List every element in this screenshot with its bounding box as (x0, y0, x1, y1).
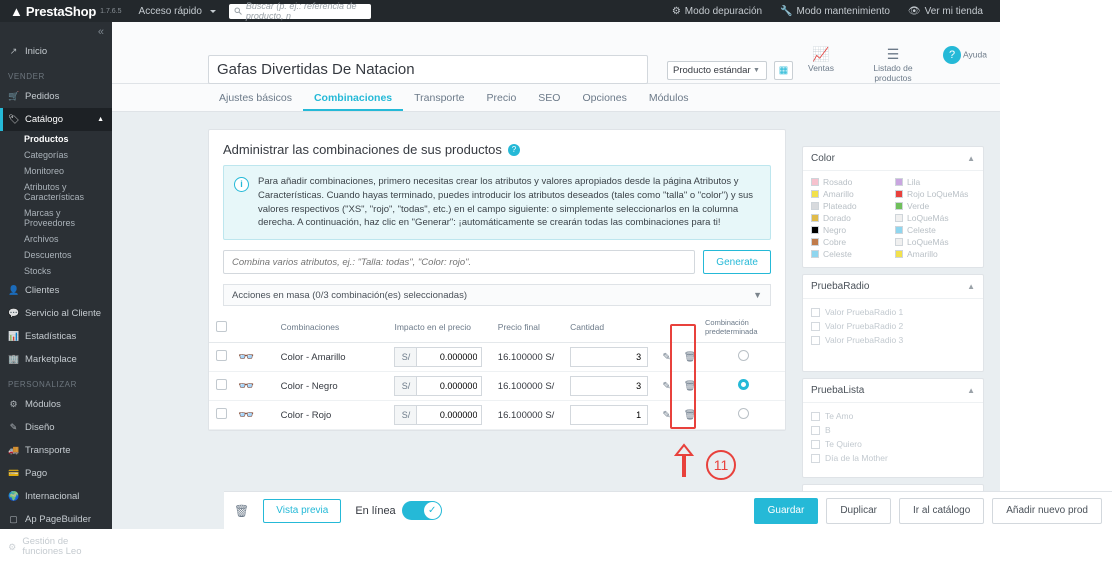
quantity-input[interactable] (570, 405, 648, 425)
annotation-highlight-box (670, 324, 696, 429)
sidebar-item-diseno[interactable] (0, 416, 112, 439)
header-actions (794, 46, 992, 84)
swatch-label: Lila (907, 177, 921, 187)
checkbox-icon (811, 336, 820, 345)
sidebar-item-internacional[interactable] (0, 485, 112, 508)
sidebar-subitem-marcas[interactable]: Marcas y Proveedores (24, 208, 76, 228)
truck-icon: 🚚 (8, 445, 20, 455)
debug-mode-label: Modo depuración (684, 5, 763, 17)
search-icon (234, 7, 242, 15)
online-label: En línea (355, 504, 396, 517)
swatch-option[interactable] (895, 225, 975, 235)
eye-icon: 👁 (907, 5, 921, 17)
color-chip-icon (811, 226, 819, 234)
column-quantity: Cantidad (566, 312, 654, 343)
color-chip-icon (895, 250, 903, 258)
card-icon: 💳 (8, 468, 20, 478)
sidebar-item-label-catalogo: Catálogo (25, 114, 64, 125)
tab-transporte[interactable]: Transporte (414, 92, 465, 104)
checkbox-option[interactable] (811, 437, 975, 451)
row-image-cell (234, 343, 276, 372)
question-icon[interactable]: ? (508, 144, 520, 156)
trash-icon[interactable]: 🗑 (234, 503, 250, 518)
cart-icon: 🛒 (8, 91, 20, 101)
chevron-down-icon: ▼ (753, 67, 760, 74)
home-icon: ↗ (9, 46, 18, 56)
swatch-option[interactable] (811, 201, 891, 211)
bulk-actions-dropdown[interactable] (223, 284, 771, 306)
annotation-step-number (706, 450, 736, 480)
chevron-down-icon: ▼ (753, 290, 762, 301)
color-chip-icon (895, 214, 903, 222)
product-list-link[interactable] (866, 46, 920, 84)
checkbox-label: Día de la Mother (825, 453, 888, 463)
attribute-group-pruebaradio-body (803, 299, 983, 371)
wrench-icon: 🔧 (780, 5, 793, 17)
color-chip-icon (811, 202, 819, 210)
sidebar-item-label-transporte: Transporte (25, 445, 71, 456)
swatch-label: Plateado (823, 201, 857, 211)
page-header (112, 22, 1000, 84)
swatch-option[interactable] (895, 201, 975, 211)
color-chip-icon (895, 178, 903, 186)
swatch-label: LoQueMás (907, 213, 949, 223)
product-list-label: Listado de productos (873, 63, 913, 83)
chevron-up-icon: ▲ (967, 386, 975, 395)
row-qty-cell (566, 372, 654, 401)
attribute-group-pruebaradio-header[interactable] (803, 275, 983, 299)
attribute-group-pruebalista (802, 378, 984, 478)
sidebar-item-label-clientes: Clientes (25, 285, 60, 296)
checkbox-option[interactable] (811, 451, 975, 465)
maintenance-mode-label: Modo mantenimiento (796, 5, 890, 17)
annotation-step-number-text: 11 (713, 457, 729, 473)
sidebar-item-label-servicio: Servicio al Cliente (25, 308, 102, 319)
row-name-cell: Color - Negro (277, 372, 391, 401)
checkbox-icon (811, 412, 820, 421)
swatch-option[interactable] (811, 189, 891, 199)
panel-title-text: Administrar las combinaciones de sus productos (223, 142, 502, 157)
attributes-sidebar (802, 146, 984, 516)
row-checkbox[interactable] (216, 408, 227, 419)
brand-name: PrestaShop (25, 3, 97, 19)
swatch-label: Negro (823, 225, 847, 235)
row-default-cell (701, 372, 785, 401)
sidebar-item-label-home: Inicio (25, 46, 48, 57)
sidebar-item-pago[interactable] (0, 462, 112, 485)
sidebar-item-estadisticas[interactable] (0, 325, 112, 348)
combination-attributes-input[interactable] (223, 250, 695, 274)
color-chip-icon (895, 226, 903, 234)
sidebar-subitem-descuentos[interactable]: Descuentos (24, 250, 72, 260)
sidebar-item-marketplace[interactable] (0, 348, 112, 371)
product-type-extra-button[interactable]: ▦ (774, 61, 793, 80)
sidebar-item-label-diseno: Diseño (25, 422, 55, 433)
price-impact-input[interactable] (416, 405, 482, 425)
sidebar-section-customize: PERSONALIZAR (8, 380, 77, 389)
checkbox-icon (811, 454, 820, 463)
swatch-label: Rosado (823, 177, 853, 187)
top-navigation-bar (0, 0, 1000, 22)
trash-icon[interactable]: 🗑 (683, 409, 697, 421)
checkbox-option[interactable] (811, 333, 975, 347)
default-combination-radio[interactable] (738, 350, 749, 361)
product-name-input[interactable] (208, 55, 648, 84)
swatch-option[interactable] (895, 177, 975, 187)
brush-icon: ✎ (9, 422, 18, 432)
row-impact-cell (390, 401, 493, 430)
combination-generator-row (223, 250, 771, 274)
main-sidebar (0, 22, 112, 558)
info-text: Para añadir combinaciones, primero necesitas crear los atributos y valores apropiados desde la página Atributos y Características. Cuando hayas terminado, puedes introducir los atributos deseados (tales como "talla" o "color") y sus valores respectivos ("XS", "rojo", "todas", etc.) en el campo siguiente: o simplemente seleccionarlos en la columna derecha. A continuación, haz clic en "Generar": ¡automáticamente se crearán todas las combinaciones para ti! (258, 176, 754, 229)
edit-icon[interactable]: ✎ (662, 380, 671, 392)
row-checkbox[interactable] (216, 350, 227, 361)
chevron-up-icon: ▲ (967, 154, 975, 163)
sidebar-item-label-pedidos: Pedidos (25, 91, 60, 102)
page-container (112, 22, 1088, 529)
currency-prefix: S/ (394, 347, 416, 367)
chevron-down-icon (210, 10, 216, 13)
sidebar-item-label-pagebuilder: Ap PageBuilder (25, 514, 92, 525)
chat-icon: 💬 (8, 308, 20, 318)
tab-seo[interactable]: SEO (538, 92, 561, 104)
table-row (209, 343, 785, 372)
sidebar-subitem-stocks[interactable]: Stocks (24, 266, 52, 276)
checkbox-label: B (825, 425, 831, 435)
sidebar-subitem-atributos[interactable]: Atributos y Características (24, 182, 85, 202)
color-chip-icon (895, 190, 903, 198)
swatch-option[interactable] (895, 249, 975, 259)
list-icon: ☰ (886, 46, 900, 62)
table-row (209, 372, 785, 401)
swatch-label: Dorado (823, 213, 851, 223)
product-type-select[interactable] (667, 61, 767, 80)
default-combination-radio[interactable] (738, 379, 749, 390)
sidebar-item-label-estadisticas: Estadísticas (25, 331, 77, 342)
select-all-header (209, 312, 234, 343)
sidebar-item-modulos[interactable] (0, 393, 112, 416)
row-impact-cell (390, 372, 493, 401)
row-qty-cell (566, 343, 654, 372)
quick-access-menu[interactable] (130, 0, 225, 22)
chart-icon: 📊 (8, 331, 20, 341)
currency-prefix: S/ (394, 376, 416, 396)
sidebar-subitem-archivos[interactable]: Archivos (24, 234, 59, 244)
annotation-arrow-icon (672, 443, 696, 477)
attribute-group-pruebalista-title: PruebaLista (811, 385, 865, 396)
duplicate-button[interactable]: Duplicar (826, 498, 891, 524)
preview-button[interactable]: Vista previa (263, 499, 341, 523)
generate-button[interactable]: Generate (703, 250, 771, 274)
swatch-option[interactable] (811, 249, 891, 259)
view-shop-label: Ver mi tienda (924, 5, 983, 17)
sidebar-item-pedidos[interactable] (0, 85, 112, 108)
row-select-cell (209, 401, 234, 430)
checkbox-option[interactable] (811, 423, 975, 437)
checkbox-label: Te Amo (825, 411, 854, 421)
row-image-cell (234, 372, 276, 401)
online-toggle[interactable] (402, 501, 442, 520)
add-new-product-button[interactable]: Añadir nuevo prod (992, 498, 1102, 524)
logo-mark-icon: ▲ (10, 3, 23, 19)
maintenance-mode-link[interactable] (771, 0, 899, 22)
tab-ajustes-basicos[interactable]: Ajustes básicos (219, 92, 292, 104)
combinations-table (209, 312, 785, 430)
color-swatch-grid (811, 177, 975, 259)
sidebar-subitem-categorias[interactable]: Categorías (24, 150, 69, 160)
swatch-label: Amarillo (907, 249, 938, 259)
attribute-group-pruebaradio (802, 274, 984, 372)
row-select-cell (209, 343, 234, 372)
trash-icon[interactable]: 🗑 (683, 351, 697, 363)
swatch-option[interactable] (811, 177, 891, 187)
help-link[interactable] (938, 46, 992, 84)
tab-modulos[interactable]: Módulos (648, 92, 689, 104)
column-default-combination: Combinación predeterminada (701, 312, 785, 343)
color-chip-icon (811, 250, 819, 258)
sidebar-item-clientes[interactable] (0, 279, 112, 302)
product-thumbnail-icon: 👓 (238, 407, 253, 423)
swatch-label: Rojo LoQueMás (907, 189, 969, 199)
row-image-cell (234, 401, 276, 430)
product-thumbnail-icon: 👓 (238, 349, 253, 365)
online-toggle-group[interactable] (355, 501, 441, 520)
color-chip-icon (811, 178, 819, 186)
row-final-price-cell: 16.100000 S/ (494, 343, 566, 372)
quantity-input[interactable] (570, 376, 648, 396)
footer-right-group (754, 498, 1102, 524)
swatch-option[interactable] (811, 237, 891, 247)
row-qty-cell (566, 401, 654, 430)
product-tabs (112, 84, 1000, 112)
collapse-icon: « (97, 26, 104, 38)
checkbox-option[interactable] (811, 409, 975, 423)
attribute-group-pruebalista-header[interactable] (803, 379, 983, 403)
question-icon: ? (943, 46, 961, 64)
bug-icon: ⚙ (671, 5, 681, 17)
global-search[interactable] (229, 1, 371, 21)
edit-icon[interactable]: ✎ (662, 351, 671, 363)
cog-icon: ⚙ (8, 541, 17, 552)
row-default-cell (701, 401, 785, 430)
row-name-cell: Color - Rojo (277, 401, 391, 430)
checkbox-label: Valor PruebaRadio 3 (825, 335, 904, 345)
image-header (234, 312, 276, 343)
shop-icon: 🏢 (8, 354, 20, 364)
column-final-price: Precio final (494, 312, 566, 343)
color-chip-icon (811, 214, 819, 222)
price-impact-input[interactable] (416, 376, 482, 396)
edit-icon[interactable]: ✎ (662, 409, 671, 421)
checkbox-label: Te Quiero (825, 439, 862, 449)
sidebar-item-label-gestion: Gestión de funciones Leo (22, 536, 82, 558)
sidebar-item-pagebuilder[interactable] (0, 508, 112, 531)
quick-access-label: Acceso rápido (138, 5, 202, 17)
sales-label: Ventas (808, 63, 834, 74)
info-callout (223, 165, 771, 240)
table-header-row (209, 312, 785, 343)
sidebar-item-label-internacional: Internacional (25, 491, 80, 502)
topbar-right-group (663, 0, 1000, 22)
check-icon: ✓ (424, 502, 441, 519)
page-footer (224, 491, 1112, 529)
swatch-label: Celeste (907, 225, 936, 235)
table-row (209, 401, 785, 430)
footer-left-group (234, 499, 442, 523)
sidebar-item-gestion-funciones-leo[interactable] (0, 531, 112, 564)
checkbox-label: Valor PruebaRadio 1 (825, 307, 904, 317)
swatch-option[interactable] (811, 225, 891, 235)
color-chip-icon (811, 238, 819, 246)
debug-mode-link[interactable] (663, 0, 771, 22)
attribute-group-color-header[interactable] (803, 147, 983, 171)
row-select-cell (209, 372, 234, 401)
brand-version: 1.7.6.5 (100, 7, 122, 15)
row-impact-cell (390, 343, 493, 372)
attribute-group-color-body (803, 171, 983, 267)
swatch-option[interactable] (895, 213, 975, 223)
info-icon: i (234, 177, 249, 192)
sidebar-item-label-modulos: Módulos (25, 399, 61, 410)
checkbox-icon (811, 440, 820, 449)
chevron-up-icon: ▲ (97, 116, 104, 123)
go-to-catalog-button[interactable]: Ir al catálogo (899, 498, 984, 524)
attribute-group-pruebaradio-title: PruebaRadio (811, 281, 870, 292)
sidebar-item-label-pago: Pago (25, 468, 48, 479)
quantity-input[interactable] (570, 347, 648, 367)
search-placeholder-text: Buscar (p. ej.: referencia de producto, n (245, 1, 357, 21)
swatch-option[interactable] (895, 237, 975, 247)
swatch-label: LoQueMás (907, 237, 949, 247)
chevron-up-icon: ▲ (967, 282, 975, 291)
select-all-checkbox[interactable] (216, 321, 227, 332)
bulk-actions-label: Acciones en masa (0/3 combinación(es) seleccionadas) (232, 289, 467, 301)
checkbox-icon (811, 426, 820, 435)
column-combinations: Combinaciones (277, 312, 391, 343)
row-final-price-cell: 16.100000 S/ (494, 401, 566, 430)
sidebar-section-sell: VENDER (8, 72, 45, 81)
sidebar-item-home[interactable] (0, 40, 112, 63)
sidebar-item-transporte[interactable] (0, 439, 112, 462)
checkbox-option[interactable] (811, 305, 975, 319)
tab-precio[interactable]: Precio (486, 92, 517, 104)
sidebar-subitem-monitoreo[interactable]: Monitoreo (24, 166, 65, 176)
row-final-price-cell: 16.100000 S/ (494, 372, 566, 401)
default-combination-radio[interactable] (738, 408, 749, 419)
view-shop-link[interactable] (899, 0, 992, 22)
row-default-cell (701, 343, 785, 372)
bar-chart-icon: 📈 (812, 46, 830, 62)
globe-icon: 🌍 (8, 491, 20, 501)
brand-logo[interactable] (0, 4, 130, 19)
panel-title (209, 130, 785, 165)
sales-link[interactable] (794, 46, 848, 84)
checkbox-label: Valor PruebaRadio 2 (825, 321, 904, 331)
tab-combinaciones[interactable]: Combinaciones (303, 87, 403, 111)
help-label: Ayuda (962, 49, 987, 60)
sidebar-item-catalogo[interactable] (0, 108, 112, 131)
checkbox-icon (811, 322, 820, 331)
color-chip-icon (895, 202, 903, 210)
currency-prefix: S/ (394, 405, 416, 425)
attribute-group-color-title: Color (811, 153, 835, 164)
swatch-label: Verde (907, 201, 930, 211)
swatch-label: Celeste (823, 249, 852, 259)
attribute-group-pruebalista-body (803, 403, 983, 477)
tag-icon: 🏷 (8, 114, 20, 124)
sidebar-subitem-productos[interactable]: Productos (24, 134, 69, 144)
combinations-panel (208, 129, 786, 431)
row-name-cell: Color - Amarillo (277, 343, 391, 372)
price-impact-input[interactable] (416, 347, 482, 367)
sidebar-item-servicio-cliente[interactable] (0, 302, 112, 325)
content-area (112, 113, 1000, 493)
attribute-group-color (802, 146, 984, 268)
swatch-option[interactable] (895, 189, 975, 199)
puzzle-icon: ⚙ (9, 399, 18, 409)
sidebar-collapse-button[interactable] (0, 22, 112, 40)
swatch-option[interactable] (811, 213, 891, 223)
color-chip-icon (811, 190, 819, 198)
column-price-impact: Impacto en el precio (390, 312, 493, 343)
save-button[interactable]: Guardar (754, 498, 819, 524)
swatch-label: Amarillo (823, 189, 854, 199)
checkbox-option[interactable] (811, 319, 975, 333)
trash-icon[interactable]: 🗑 (683, 380, 697, 392)
sidebar-item-label-marketplace: Marketplace (25, 354, 77, 365)
product-thumbnail-icon: 👓 (238, 378, 253, 394)
color-chip-icon (895, 238, 903, 246)
tab-opciones[interactable]: Opciones (582, 92, 627, 104)
users-icon: 👤 (8, 285, 20, 295)
layout-icon: ▢ (9, 514, 18, 524)
swatch-label: Cobre (823, 237, 847, 247)
checkbox-icon (811, 308, 820, 317)
row-checkbox[interactable] (216, 379, 227, 390)
